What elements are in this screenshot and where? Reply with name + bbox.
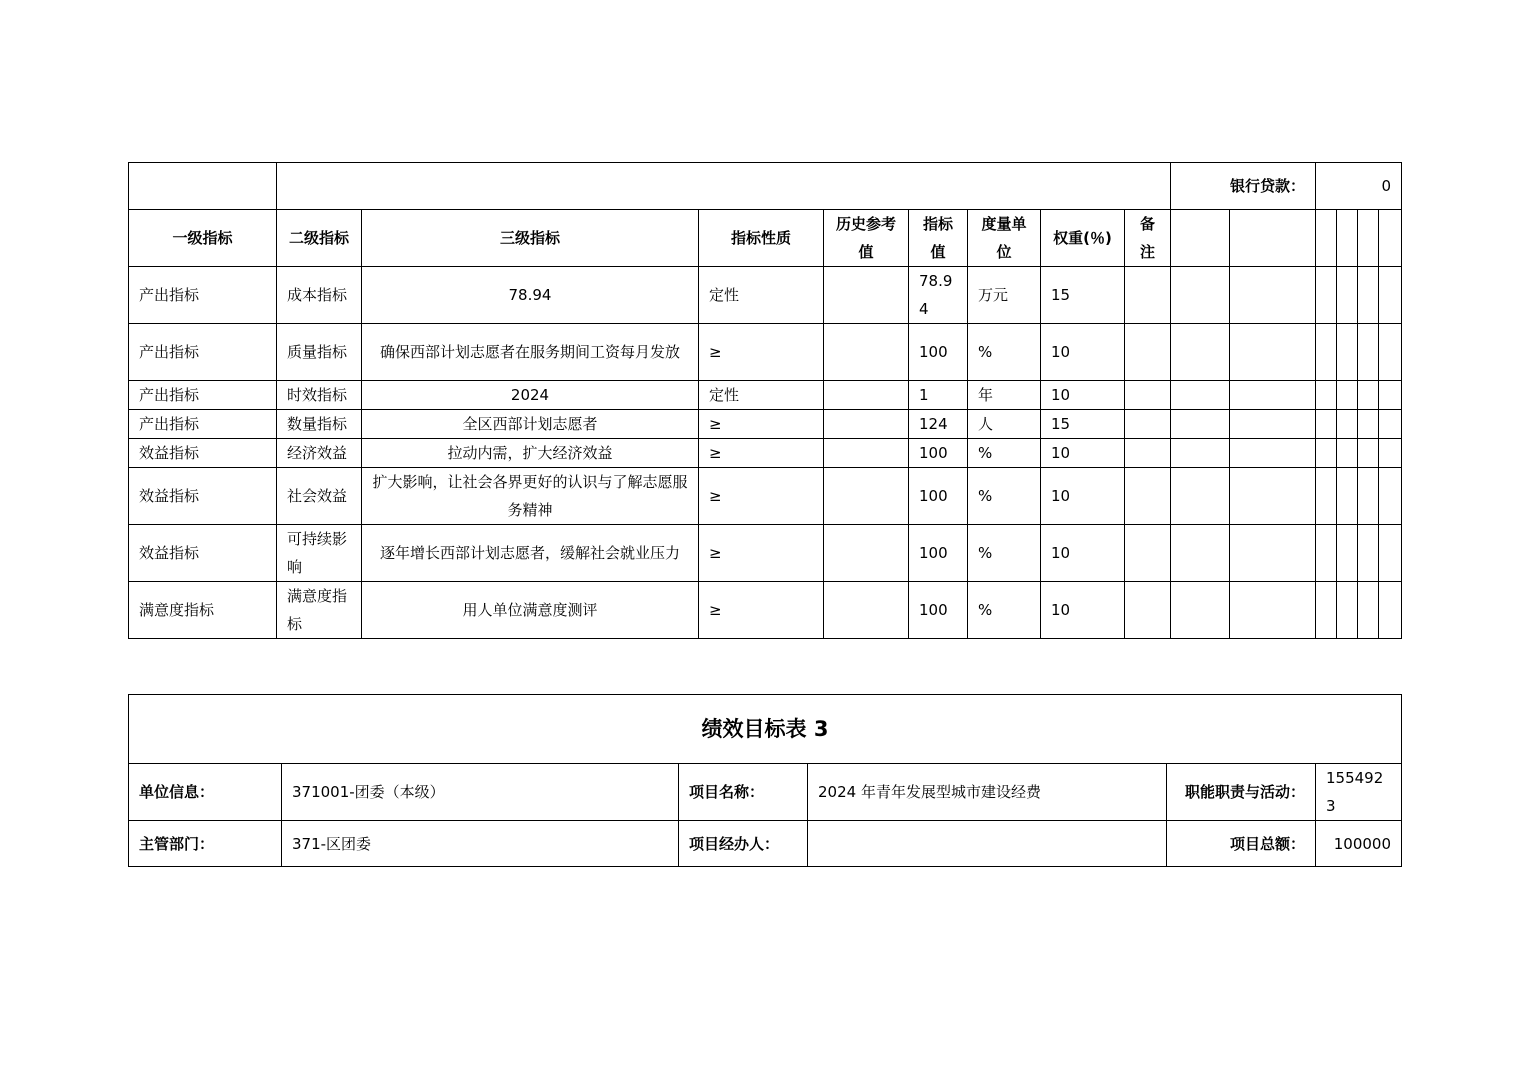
value-cell: 1 <box>909 381 968 410</box>
remark-cell <box>1125 468 1171 525</box>
level1-cell: 满意度指标 <box>129 582 277 639</box>
blank-cell <box>1358 525 1379 582</box>
level2-cell: 满意度指标 <box>277 582 362 639</box>
nature-cell: ≥ <box>699 324 824 381</box>
dept-label: 主管部门： <box>129 821 282 867</box>
header-weight: 权重(％) <box>1041 210 1125 267</box>
history-cell <box>824 439 909 468</box>
blank-cell <box>1379 324 1402 381</box>
blank-cell <box>1230 582 1316 639</box>
blank-cell <box>1358 210 1379 267</box>
remark-cell <box>1125 381 1171 410</box>
header-remark: 备注 <box>1125 210 1171 267</box>
value-cell: 100 <box>909 439 968 468</box>
remark-cell <box>1125 410 1171 439</box>
unit-cell: % <box>968 525 1041 582</box>
blank-cell <box>1358 582 1379 639</box>
history-cell <box>824 525 909 582</box>
dept-value: 371-区团委 <box>282 821 679 867</box>
history-cell <box>824 324 909 381</box>
blank-cell <box>1171 210 1230 267</box>
blank-cell <box>1337 468 1358 525</box>
blank-cell <box>1316 525 1337 582</box>
weight-cell: 10 <box>1041 468 1125 525</box>
blank-cell <box>1316 210 1337 267</box>
blank-cell <box>1337 324 1358 381</box>
header-value: 指标值 <box>909 210 968 267</box>
blank-cell <box>1337 582 1358 639</box>
blank-cell <box>277 163 1171 210</box>
blank-cell <box>1230 210 1316 267</box>
blank-cell <box>129 163 277 210</box>
weight-cell: 10 <box>1041 582 1125 639</box>
weight-cell: 10 <box>1041 525 1125 582</box>
blank-cell <box>1171 468 1230 525</box>
header-level2: 二级指标 <box>277 210 362 267</box>
unit-value: 371001-团委（本级） <box>282 764 679 821</box>
header-row <box>129 210 1402 267</box>
bank-loan-row <box>129 163 1402 210</box>
blank-cell <box>1171 324 1230 381</box>
blank-cell <box>1379 439 1402 468</box>
blank-cell <box>1379 582 1402 639</box>
blank-cell <box>1316 324 1337 381</box>
bank-loan-label: 银行贷款： <box>1171 163 1316 210</box>
weight-cell: 15 <box>1041 267 1125 324</box>
level3-cell: 扩大影响，让社会各界更好的认识与了解志愿服务精神 <box>362 468 699 525</box>
table-row <box>129 410 1402 439</box>
blank-cell <box>1230 525 1316 582</box>
level3-cell: 2024 <box>362 381 699 410</box>
table-title: 绩效目标表 3 <box>129 695 1402 764</box>
unit-cell: % <box>968 468 1041 525</box>
blank-cell <box>1358 267 1379 324</box>
level1-cell: 效益指标 <box>129 525 277 582</box>
blank-cell <box>1379 267 1402 324</box>
level1-cell: 产出指标 <box>129 324 277 381</box>
total-value: 100000 <box>1316 821 1402 867</box>
table-row <box>129 381 1402 410</box>
blank-cell <box>1230 439 1316 468</box>
nature-cell: 定性 <box>699 267 824 324</box>
unit-cell: 万元 <box>968 267 1041 324</box>
table-row <box>129 525 1402 582</box>
nature-cell: ≥ <box>699 439 824 468</box>
history-cell <box>824 468 909 525</box>
blank-cell <box>1316 267 1337 324</box>
blank-cell <box>1171 525 1230 582</box>
level2-cell: 可持续影响 <box>277 525 362 582</box>
blank-cell <box>1358 410 1379 439</box>
header-history: 历史参考值 <box>824 210 909 267</box>
unit-cell: % <box>968 324 1041 381</box>
level3-cell: 全区西部计划志愿者 <box>362 410 699 439</box>
blank-cell <box>1379 210 1402 267</box>
table-row <box>129 267 1402 324</box>
header-level1: 一级指标 <box>129 210 277 267</box>
blank-cell <box>1337 439 1358 468</box>
history-cell <box>824 381 909 410</box>
duty-label: 职能职责与活动： <box>1167 764 1316 821</box>
history-cell <box>824 267 909 324</box>
blank-cell <box>1171 410 1230 439</box>
level1-cell: 产出指标 <box>129 410 277 439</box>
duty-value: 1554923 <box>1316 764 1402 821</box>
level2-cell: 经济效益 <box>277 439 362 468</box>
level1-cell: 效益指标 <box>129 439 277 468</box>
remark-cell <box>1125 324 1171 381</box>
blank-cell <box>1337 210 1358 267</box>
level1-cell: 产出指标 <box>129 267 277 324</box>
blank-cell <box>1316 468 1337 525</box>
level3-cell: 拉动内需，扩大经济效益 <box>362 439 699 468</box>
blank-cell <box>1358 381 1379 410</box>
table-row <box>129 468 1402 525</box>
blank-cell <box>1230 410 1316 439</box>
level2-cell: 成本指标 <box>277 267 362 324</box>
unit-cell: % <box>968 439 1041 468</box>
blank-cell <box>1230 468 1316 525</box>
blank-cell <box>1316 410 1337 439</box>
remark-cell <box>1125 267 1171 324</box>
blank-cell <box>1379 410 1402 439</box>
header-level3: 三级指标 <box>362 210 699 267</box>
blank-cell <box>1337 525 1358 582</box>
value-cell: 78.94 <box>909 267 968 324</box>
blank-cell <box>1379 381 1402 410</box>
weight-cell: 10 <box>1041 324 1125 381</box>
history-cell <box>824 582 909 639</box>
table-row <box>129 582 1402 639</box>
blank-cell <box>1230 381 1316 410</box>
blank-cell <box>1316 439 1337 468</box>
remark-cell <box>1125 582 1171 639</box>
value-cell: 124 <box>909 410 968 439</box>
unit-cell: 年 <box>968 381 1041 410</box>
blank-cell <box>1358 324 1379 381</box>
level3-cell: 用人单位满意度测评 <box>362 582 699 639</box>
blank-cell <box>1337 267 1358 324</box>
blank-cell <box>1379 468 1402 525</box>
total-label: 项目总额： <box>1167 821 1316 867</box>
level2-cell: 质量指标 <box>277 324 362 381</box>
table-row <box>129 439 1402 468</box>
level2-cell: 社会效益 <box>277 468 362 525</box>
weight-cell: 15 <box>1041 410 1125 439</box>
unit-cell: 人 <box>968 410 1041 439</box>
level2-cell: 数量指标 <box>277 410 362 439</box>
blank-cell <box>1171 381 1230 410</box>
level1-cell: 效益指标 <box>129 468 277 525</box>
manager-label: 项目经办人： <box>679 821 808 867</box>
blank-cell <box>1337 381 1358 410</box>
blank-cell <box>1230 324 1316 381</box>
project-name-value: 2024 年青年发展型城市建设经费 <box>808 764 1167 821</box>
manager-value <box>808 821 1167 867</box>
blank-cell <box>1337 410 1358 439</box>
blank-cell <box>1171 582 1230 639</box>
level3-cell: 确保西部计划志愿者在服务期间工资每月发放 <box>362 324 699 381</box>
project-name-label: 项目名称： <box>679 764 808 821</box>
table-row <box>129 324 1402 381</box>
blank-cell <box>1358 439 1379 468</box>
remark-cell <box>1125 525 1171 582</box>
bank-loan-value: 0 <box>1316 163 1402 210</box>
blank-cell <box>1379 525 1402 582</box>
blank-cell <box>1358 468 1379 525</box>
value-cell: 100 <box>909 525 968 582</box>
history-cell <box>824 410 909 439</box>
header-unit: 度量单位 <box>968 210 1041 267</box>
remark-cell <box>1125 439 1171 468</box>
weight-cell: 10 <box>1041 381 1125 410</box>
unit-label: 单位信息： <box>129 764 282 821</box>
nature-cell: ≥ <box>699 525 824 582</box>
level2-cell: 时效指标 <box>277 381 362 410</box>
nature-cell: ≥ <box>699 468 824 525</box>
level3-cell: 逐年增长西部计划志愿者，缓解社会就业压力 <box>362 525 699 582</box>
performance-target-table <box>128 694 1402 867</box>
value-cell: 100 <box>909 582 968 639</box>
nature-cell: ≥ <box>699 582 824 639</box>
nature-cell: ≥ <box>699 410 824 439</box>
value-cell: 100 <box>909 468 968 525</box>
level3-cell: 78.94 <box>362 267 699 324</box>
blank-cell <box>1171 439 1230 468</box>
nature-cell: 定性 <box>699 381 824 410</box>
level1-cell: 产出指标 <box>129 381 277 410</box>
blank-cell <box>1230 267 1316 324</box>
weight-cell: 10 <box>1041 439 1125 468</box>
header-nature: 指标性质 <box>699 210 824 267</box>
blank-cell <box>1316 582 1337 639</box>
blank-cell <box>1171 267 1230 324</box>
indicator-table <box>128 162 1402 639</box>
blank-cell <box>1316 381 1337 410</box>
value-cell: 100 <box>909 324 968 381</box>
unit-cell: % <box>968 582 1041 639</box>
